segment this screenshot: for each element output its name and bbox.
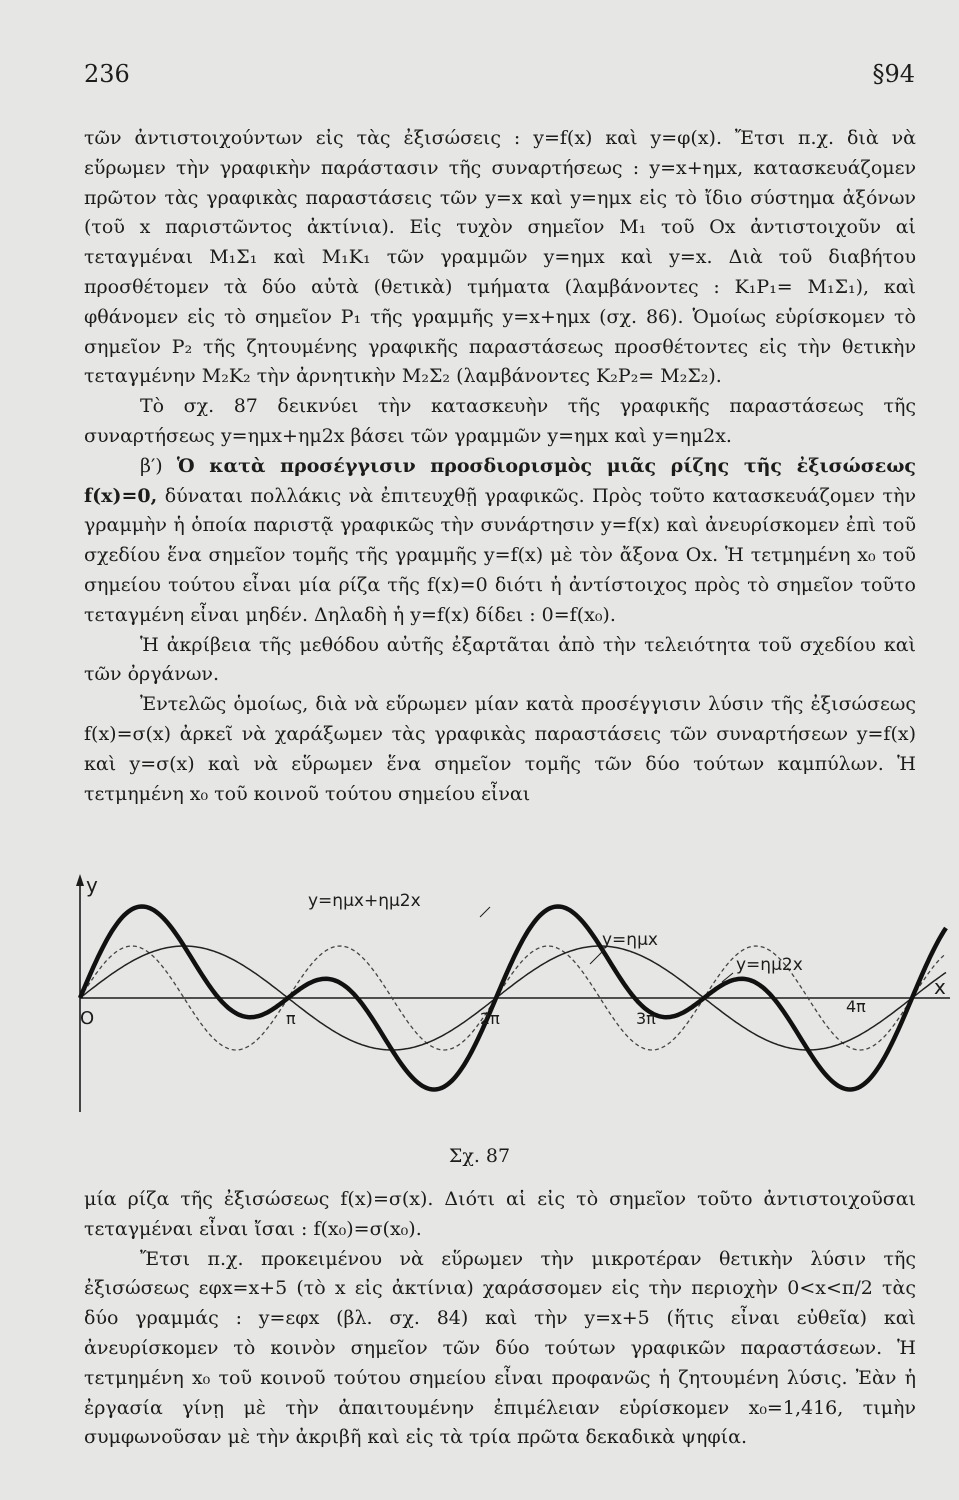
figure-87 bbox=[70, 872, 950, 1172]
y-axis-arrow-icon bbox=[76, 874, 84, 886]
tick-4pi: 4π bbox=[846, 997, 866, 1016]
tick-pi: π bbox=[286, 1009, 296, 1028]
tick-2pi: 2π bbox=[480, 1009, 500, 1028]
paragraph-5: Ἐντελῶς ὁμοίως, διὰ νὰ εὕρωμεν μίαν κατὰ προσέγγισιν λύσιν τῆς ἐξισώσεως f(x)=σ(x) ἀρκεῖ νὰ χαράξωμεν τὰς γραφικὰς παραστάσεις τῶν συναρτήσεων y=f(x) καὶ y=σ(x) καὶ νὰ εὕρωμεν ἕνα σημεῖον τομῆς τῶν δύο τούτων καμπύλων. Ἡ τετμημένη x₀ τοῦ κοινοῦ τούτου σημείου εἶναι bbox=[84, 693, 916, 805]
x-axis-label: x bbox=[934, 975, 946, 999]
label-sum: y=ημx+ημ2x bbox=[308, 891, 421, 911]
paragraph-3-lead: β′) bbox=[140, 454, 177, 477]
origin-label: O bbox=[80, 1008, 95, 1029]
tick-3pi: 3π bbox=[636, 1009, 656, 1028]
y-axis-label: y bbox=[86, 873, 98, 897]
figure-caption: Σχ. 87 bbox=[448, 1145, 511, 1167]
page-header bbox=[84, 60, 915, 94]
paragraph-6: μία ρίζα τῆς ἐξισώσεως f(x)=σ(x). Διότι αἱ εἰς τὸ σημεῖον τοῦτο ἀντιστοιχοῦσαι τεταγμέναι εἶναι ἴσαι : f(x₀)=σ(x₀). bbox=[84, 1188, 916, 1240]
paragraph-4: Ἡ ἀκρίβεια τῆς μεθόδου αὐτῆς ἐξαρτᾶται ἀπὸ τὴν τελειότητα τοῦ σχεδίου καὶ τῶν ὀργάνων. bbox=[84, 633, 916, 686]
paragraph-3 bbox=[84, 452, 916, 631]
text-block-top bbox=[84, 124, 916, 809]
paragraph-2: Τὸ σχ. 87 δεικνύει τὴν κατασκευὴν τῆς γραφικῆς παραστάσεως τῆς συναρτήσεως y=ημx+ημ2x βάσει τῶν γραμμῶν y=ημx καὶ y=ημ2x. bbox=[84, 395, 916, 447]
paragraph-3-bold: Ὁ κατὰ προσέγγισιν προσδιορισμὸς μιᾶς ρίζης τῆς ἐξισώσεως f(x)=0, bbox=[84, 454, 916, 507]
paragraph-3-text: δύναται πολλάκις νὰ ἐπιτευχθῇ γραφικῶς. Πρὸς τοῦτο κατασκευάζομεν τὴν γραμμὴν ἡ ὁποία παριστᾷ γραφικῶς τὴν συνάρτησιν y=f(x) καὶ ἀνευρίσκομεν ἐπὶ τοῦ σχεδίου ἕνα σημεῖον τομῆς τῆς γραμμῆς y=f(x) μὲ τὸν ἄξονα Ox. Ἡ τετμημένη x₀ τοῦ σημείου τούτου εἶναι μία ρίζα τῆς f(x)=0 διότι ἡ ἀντίστοιχος πρὸς τὸ σημεῖον τοῦτο τεταγμένη εἶναι μηδέν. Δηλαδὴ ἡ y=f(x) δίδει : 0=f(x₀). bbox=[84, 484, 916, 626]
figure-svg bbox=[70, 872, 950, 1142]
label-sin2: y=ημ2x bbox=[736, 955, 803, 975]
sum-label-leader bbox=[480, 907, 490, 917]
section-number: §94 bbox=[872, 60, 915, 88]
paragraph-1: τῶν ἀντιστοιχούντων εἰς τὰς ἐξισώσεις : y=f(x) καὶ y=φ(x). Ἔτσι π.χ. διὰ νὰ εὕρωμεν τὴν γραφικὴν παράστασιν τῆς συναρτήσεως : y=x+ημx, κατασκευάζομεν πρῶτον τὰς γραφικὰς παραστάσεις τῶν y=x καὶ y=ημx εἰς τὸ ἴδιο σύστημα ἀξόνων (τοῦ x παριστῶντος ἀκτίνια). Εἰς τυχὸν σημεῖον M₁ τοῦ Ox ἀντιστοιχοῦν αἱ τεταγμέναι M₁Σ₁ καὶ M₁K₁ τῶν γραμμῶν y=ημx καὶ y=x. Διὰ τοῦ διαβήτου προσθέτομεν τὰ δύο αὐτὰ (θετικὰ) τμήματα (λαμβάνοντες : K₁P₁= M₁Σ₁), καὶ φθάνομεν εἰς τὸ σημεῖον P₁ τῆς γραμμῆς y=x+ημx (σχ. 86). Ὁμοίως εὑρίσκομεν τὸ σημεῖον P₂ τῆς ζητουμένης γραφικῆς παραστάσεως προσθέτοντες εἰς τὴν θετικὴν τεταγμένην M₂K₂ τὴν ἀρνητικὴν M₂Σ₂ (λαμβάνοντες K₂P₂= M₂Σ₂). bbox=[84, 127, 916, 388]
sin-label-leader bbox=[590, 950, 604, 964]
label-sin: y=ημx bbox=[602, 930, 658, 950]
page-number: 236 bbox=[84, 60, 130, 88]
paragraph-7: Ἔτσι π.χ. προκειμένου νὰ εὕρωμεν τὴν μικροτέραν θετικὴν λύσιν τῆς ἐξισώσεως εφx=x+5 (τὸ x εἰς ἀκτίνια) χαράσσομεν εἰς τὴν περιοχὴν 0<x<π/2 τὰς δύο γραμμάς : y=εφx (βλ. σχ. 84) καὶ τὴν y=x+5 (ἥτις εἶναι εὐθεῖα) καὶ ἀνευρίσκομεν τὸ κοινὸν σημεῖον τῶν δύο τούτων γραφικῶν παραστάσεων. Ἡ τετμημένη x₀ τοῦ κοινοῦ τούτου σημείου εἶναι προφανῶς ἡ ζητουμένη λύσις. Ἐὰν ἡ ἐργασία γίνῃ μὲ τὴν ἀπαιτουμένην ἐπιμέλειαν εὑρίσκομεν x₀=1,416, τιμὴν συμφωνοῦσαν μὲ τὴν ἀκριβῆ καὶ εἰς τὰ τρία πρῶτα δεκαδικὰ ψηφία. bbox=[84, 1247, 916, 1449]
text-block-bottom bbox=[84, 1185, 916, 1453]
